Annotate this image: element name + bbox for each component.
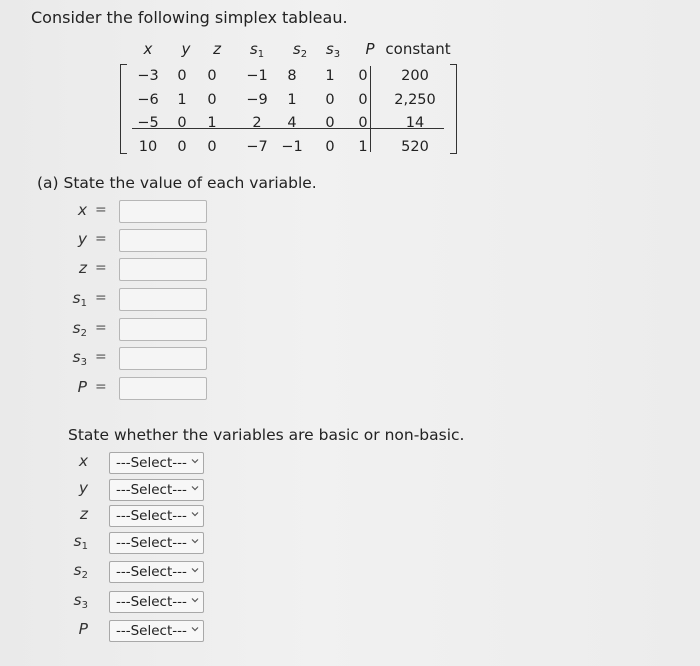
variable-symbol: P (365, 40, 375, 58)
answer-input[interactable] (119, 377, 207, 400)
variable-subscript: 2 (300, 49, 308, 60)
variable-symbol: y (77, 230, 87, 248)
chevron-down-icon (191, 625, 199, 633)
value-label (47, 201, 87, 219)
tableau-cell: 0 (177, 139, 187, 155)
variable-symbol: x (143, 40, 153, 58)
variable-symbol: z (78, 259, 87, 277)
tableau-cell: 14 (405, 115, 425, 131)
tableau-separator-vertical (370, 66, 371, 152)
simplex-tableau (120, 40, 465, 155)
equals-sign: = (95, 320, 107, 336)
variable-symbol: s (325, 40, 334, 58)
tableau-cell: 1 (325, 68, 335, 84)
answer-input[interactable] (119, 229, 207, 252)
basic-nonbasic-select[interactable] (109, 505, 204, 527)
answer-input[interactable] (119, 347, 207, 370)
variable-symbol: y (78, 479, 88, 497)
answer-input[interactable] (119, 200, 207, 223)
value-label (47, 230, 87, 248)
select-value: ---Select--- (116, 482, 187, 498)
answer-input[interactable] (119, 288, 207, 311)
tableau-cell: 1 (287, 92, 297, 108)
select-value: ---Select--- (116, 455, 187, 471)
variable-subscript: 1 (257, 49, 265, 60)
tableau-cell: 1 (358, 139, 368, 155)
variable-subscript: 3 (81, 600, 88, 611)
basic-variable-label (58, 561, 88, 581)
tableau-cell: 0 (325, 92, 335, 108)
problem-intro: Consider the following simplex tableau. (31, 8, 348, 27)
basic-nonbasic-select[interactable] (109, 532, 204, 554)
basic-variable-label (58, 532, 88, 552)
basic-nonbasic-select[interactable] (109, 452, 204, 474)
variable-symbol: y (181, 40, 191, 58)
tableau-cell: 0 (325, 139, 335, 155)
variable-subscript: 1 (80, 298, 87, 309)
variable-symbol: s (72, 289, 81, 307)
variable-symbol: s (72, 319, 81, 337)
variable-subscript: 2 (81, 570, 88, 581)
equals-sign: = (95, 379, 107, 395)
tableau-cell: 2 (252, 115, 262, 131)
variable-symbol: x (77, 201, 87, 219)
equals-sign: = (95, 231, 107, 247)
variable-subscript: 3 (333, 49, 341, 60)
variable-symbol: s (73, 591, 82, 609)
tableau-header-1 (182, 40, 191, 58)
chevron-down-icon (191, 484, 199, 492)
select-value: ---Select--- (116, 594, 187, 610)
variable-symbol: P (77, 378, 87, 396)
variable-subscript: 1 (81, 541, 88, 552)
tableau-header-5 (326, 40, 340, 64)
variable-symbol: s (72, 348, 81, 366)
tableau-cell: 0 (325, 115, 335, 131)
tableau-cell: 4 (287, 115, 297, 131)
tableau-cell: −1 (281, 139, 303, 155)
variable-subscript: 3 (80, 357, 87, 368)
variable-symbol: s (73, 561, 82, 579)
tableau-cell: −6 (137, 92, 159, 108)
chevron-down-icon (191, 566, 199, 574)
basic-variable-label (58, 452, 88, 470)
answer-input[interactable] (119, 318, 207, 341)
tableau-cell: −5 (137, 115, 159, 131)
variable-subscript: 2 (80, 328, 87, 339)
basic-variable-label (58, 620, 88, 638)
tableau-header-4 (293, 40, 307, 64)
variable-symbol: s (292, 40, 301, 58)
value-label (47, 289, 87, 309)
basic-nonbasic-select[interactable] (109, 620, 204, 642)
tableau-cell: 0 (177, 115, 187, 131)
tableau-cell: −1 (246, 68, 268, 84)
tableau-header-3 (250, 40, 264, 64)
basic-prompt: State whether the variables are basic or non-basic. (68, 426, 465, 444)
variable-symbol: x (78, 452, 88, 470)
tableau-right-bracket (450, 64, 457, 154)
value-label (47, 319, 87, 339)
tableau-header-0 (144, 40, 153, 58)
chevron-down-icon (191, 510, 199, 518)
tableau-cell: 0 (177, 68, 187, 84)
variable-symbol: s (249, 40, 258, 58)
tableau-cell: 0 (358, 68, 368, 84)
select-value: ---Select--- (116, 535, 187, 551)
equals-sign: = (95, 349, 107, 365)
basic-variable-label (58, 591, 88, 611)
variable-symbol: P (78, 620, 88, 638)
tableau-cell: 0 (358, 115, 368, 131)
select-value: ---Select--- (116, 508, 187, 524)
chevron-down-icon (191, 537, 199, 545)
tableau-cell: 520 (401, 139, 429, 155)
tableau-cell: 0 (207, 139, 217, 155)
basic-nonbasic-select[interactable] (109, 561, 204, 583)
value-label (47, 259, 87, 277)
variable-symbol: s (73, 532, 82, 550)
value-label (47, 378, 87, 396)
basic-variable-label (58, 505, 88, 523)
equals-sign: = (95, 260, 107, 276)
variable-symbol: constant (385, 40, 451, 58)
part-a-prompt: (a) State the value of each variable. (37, 174, 317, 192)
chevron-down-icon (191, 457, 199, 465)
select-value: ---Select--- (116, 623, 187, 639)
answer-input[interactable] (119, 258, 207, 281)
tableau-cell: 2,250 (394, 92, 436, 108)
variable-symbol: z (79, 505, 88, 523)
basic-variable-label (58, 479, 88, 497)
tableau-cell: 1 (207, 115, 217, 131)
tableau-cell: 8 (287, 68, 297, 84)
tableau-left-bracket (120, 64, 127, 154)
tableau-cell: 1 (177, 92, 187, 108)
tableau-cell: −3 (137, 68, 159, 84)
tableau-cell: 0 (207, 92, 217, 108)
tableau-header-2 (213, 40, 221, 58)
tableau-cell: −9 (246, 92, 268, 108)
tableau-cell: 200 (401, 68, 429, 84)
tableau-cell: 0 (207, 68, 217, 84)
variable-symbol: z (213, 40, 221, 58)
select-value: ---Select--- (116, 564, 187, 580)
tableau-cell: −7 (246, 139, 268, 155)
value-label (47, 348, 87, 368)
equals-sign: = (95, 290, 107, 306)
basic-nonbasic-select[interactable] (109, 591, 204, 613)
equals-sign: = (95, 202, 107, 218)
basic-nonbasic-select[interactable] (109, 479, 204, 501)
tableau-cell: 0 (358, 92, 368, 108)
tableau-cell: 10 (138, 139, 158, 155)
tableau-header-6 (365, 40, 374, 58)
chevron-down-icon (191, 596, 199, 604)
tableau-header-7 (385, 40, 450, 58)
